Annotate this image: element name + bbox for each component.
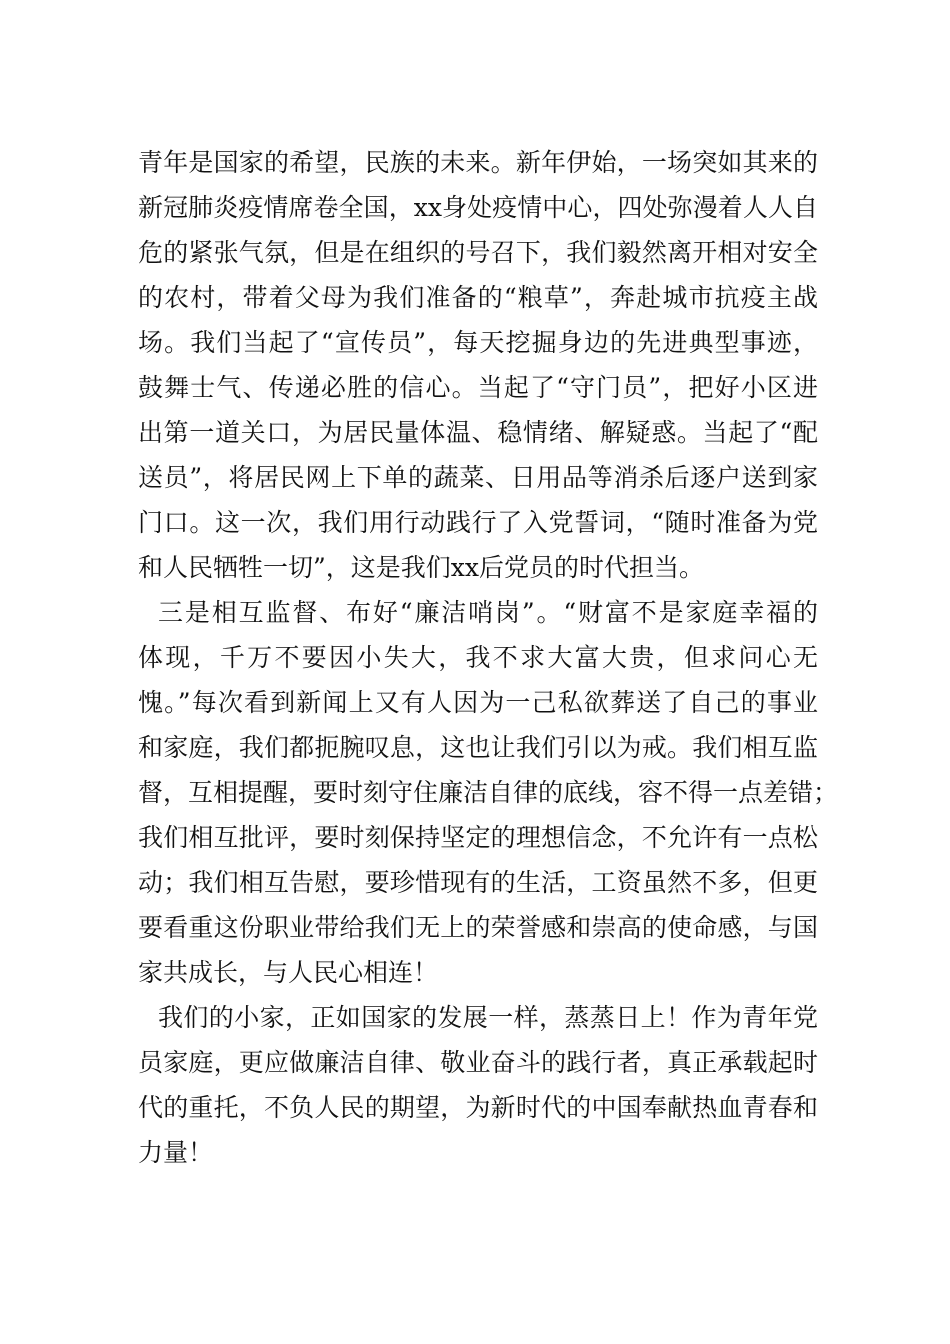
text-line: 和家庭，我们都扼腕叹息，这也让我们引以为戒。我们相互监 <box>138 733 818 762</box>
text-line: 出第一道关口，为居民量体温、稳情绪、解疑惑。当起了“配 <box>138 418 818 447</box>
text-line: 和人民牺牲一切”，这是我们xx后党员的时代担当。 <box>138 553 704 582</box>
text-line: 三是相互监督、布好“廉洁哨岗”。“财富不是家庭幸福的 <box>158 598 818 627</box>
text-line: 愧。”每次看到新闻上又有人因为一己私欲葬送了自己的事业 <box>138 688 818 717</box>
text-line: 家共成长，与人民心相连！ <box>138 958 439 987</box>
text-line: 我们相互批评，要时刻保持坚定的理想信念，不允许有一点松 <box>138 823 818 852</box>
text-line: 鼓舞士气、传递必胜的信心。当起了“守门员”，把好小区进 <box>138 373 818 402</box>
text-line: 体现，千万不要因小失大，我不求大富大贵，但求问心无 <box>138 643 818 672</box>
text-line: 我们的小家，正如国家的发展一样，蒸蒸日上！作为青年党 <box>158 1003 818 1032</box>
text-line: 危的紧张气氛，但是在组织的号召下，我们毅然离开相对安全 <box>138 238 818 267</box>
text-line: 青年是国家的希望，民族的未来。新年伊始，一场突如其来的 <box>138 148 818 177</box>
text-line: 动；我们相互告慰，要珍惜现有的生活，工资虽然不多，但更 <box>138 868 818 897</box>
text-line: 督，互相提醒，要时刻守住廉洁自律的底线，容不得一点差错； <box>138 778 839 807</box>
text-line: 的农村，带着父母为我们准备的“粮草”，奔赴城市抗疫主战 <box>138 283 818 312</box>
text-line: 送员”，将居民网上下单的蔬菜、日用品等消杀后逐户送到家 <box>138 463 818 492</box>
text-line: 员家庭，更应做廉洁自律、敬业奋斗的践行者，真正承载起时 <box>138 1048 818 1077</box>
text-line: 代的重托，不负人民的期望，为新时代的中国奉献热血青春和 <box>138 1093 818 1122</box>
text-line: 新冠肺炎疫情席卷全国，xx身处疫情中心，四处弥漫着人人自 <box>138 193 818 222</box>
text-line: 场。我们当起了“宣传员”，每天挖掘身边的先进典型事迹， <box>138 328 818 357</box>
text-line: 门口。这一次，我们用行动践行了入党誓词，“随时准备为党 <box>138 508 818 537</box>
text-line: 要看重这份职业带给我们无上的荣誉感和崇高的使命感，与国 <box>138 913 818 942</box>
text-line: 力量！ <box>138 1138 214 1167</box>
